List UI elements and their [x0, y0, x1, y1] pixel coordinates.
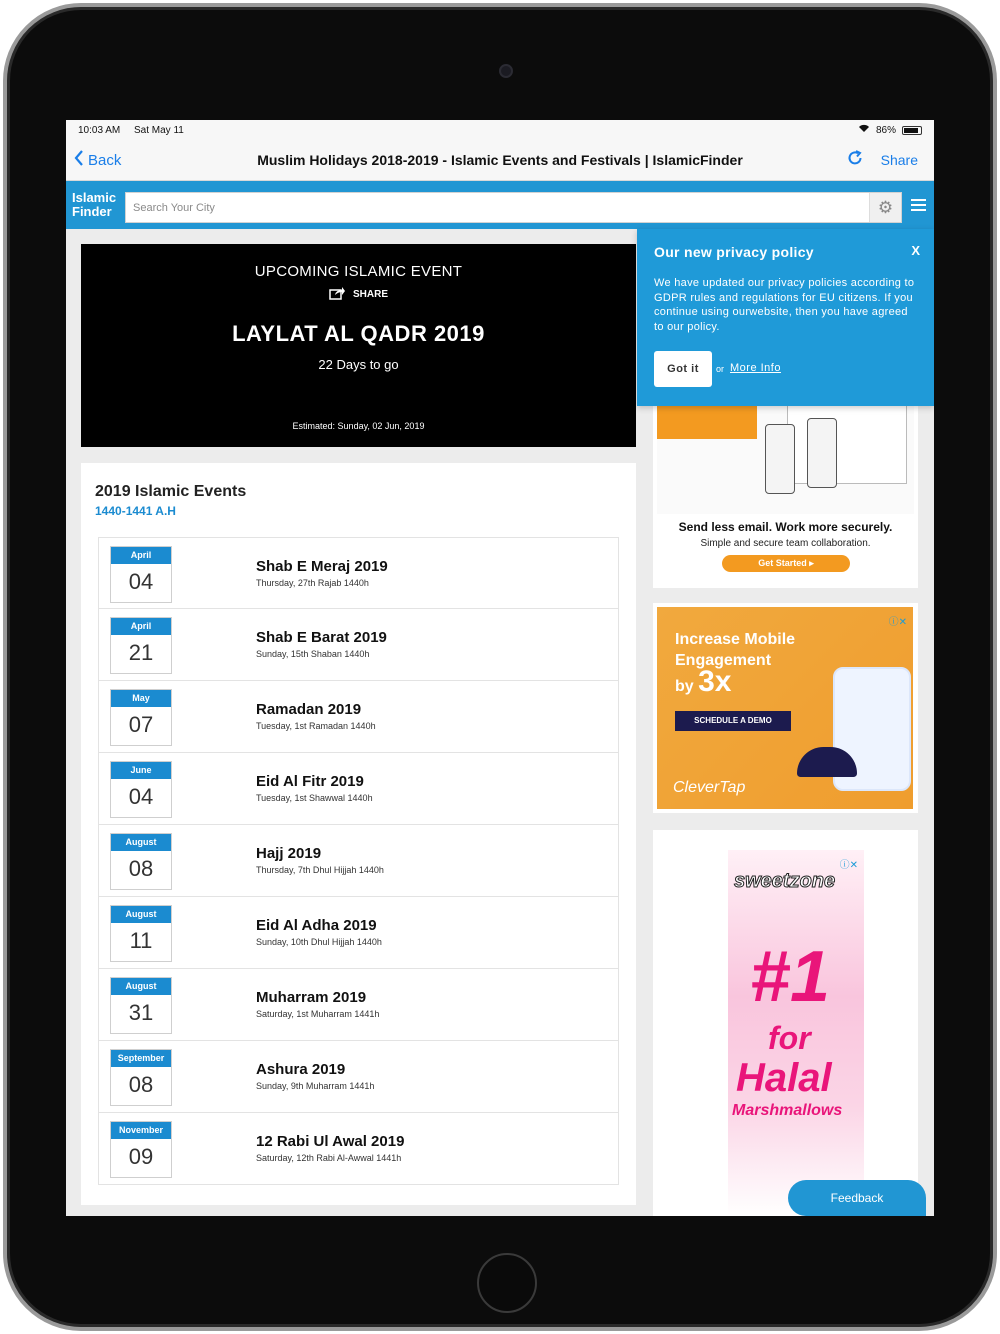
hero-share-button[interactable] — [81, 286, 636, 303]
wifi-icon — [858, 124, 870, 136]
calendar-day: 09 — [128, 1144, 154, 1169]
calendar-month: April — [111, 547, 171, 564]
calendar-day: 08 — [128, 856, 154, 881]
calendar-badge — [110, 689, 172, 746]
calendar-badge — [110, 833, 172, 890]
ad-sweetzone-halal: Halal — [736, 1056, 832, 1100]
event-list — [98, 537, 619, 1185]
chevron-left-icon — [74, 150, 84, 170]
calendar-badge — [110, 905, 172, 962]
privacy-close-button[interactable]: X — [911, 243, 920, 258]
hero-estimated-date: Estimated: Sunday, 02 Jun, 2019 — [292, 421, 425, 431]
calendar-month: August — [111, 906, 171, 923]
reload-icon[interactable] — [846, 149, 864, 172]
page-title: Muslim Holidays 2018-2019 - Islamic Events and Festivals | IslamicFinder — [257, 152, 743, 168]
nav-bar — [66, 140, 934, 181]
feedback-button[interactable]: Feedback — [788, 1180, 926, 1216]
screen — [66, 120, 934, 1216]
ad-wickr-headline: Send less email. Work more securely. — [678, 520, 893, 534]
hero-kicker: UPCOMING ISLAMIC EVENT — [254, 263, 463, 280]
calendar-month: September — [111, 1050, 171, 1067]
home-button[interactable] — [477, 1253, 537, 1313]
calendar-badge — [110, 761, 172, 818]
adchoices-icon[interactable]: ⓘ✕ — [839, 860, 858, 871]
event-hijri-date: Sunday, 10th Dhul Hijjah 1440h — [256, 937, 382, 947]
hamburger-menu-icon[interactable] — [911, 199, 926, 214]
logo[interactable] — [72, 191, 116, 219]
calendar-month: November — [111, 1122, 171, 1139]
privacy-title: Our new privacy policy — [654, 244, 814, 260]
event-row[interactable] — [98, 1113, 619, 1185]
status-date: Sat May 11 — [134, 125, 184, 136]
adchoices-icon[interactable]: ⓘ✕ — [888, 617, 907, 628]
event-name[interactable]: Eid Al Adha 2019 — [256, 917, 377, 934]
battery-percent: 86% — [875, 124, 896, 136]
ad-clevertap-brand: CleverTap — [673, 779, 746, 796]
calendar-month: April — [111, 618, 171, 635]
calendar-month: August — [111, 834, 171, 851]
ad-wickr-phone-illustration — [765, 424, 795, 494]
hero-event-title: LAYLAT AL QADR 2019 — [232, 321, 485, 346]
event-name[interactable]: Ramadan 2019 — [256, 701, 362, 718]
event-row[interactable] — [98, 897, 619, 969]
share-button[interactable]: Share — [880, 152, 918, 168]
ad-sweetzone-brand: sweetzone — [734, 870, 836, 892]
battery-icon — [902, 126, 922, 135]
event-row[interactable] — [98, 537, 619, 609]
event-name[interactable]: Hajj 2019 — [256, 845, 322, 862]
ad-clevertap-line3 — [675, 665, 825, 698]
event-row[interactable] — [98, 1041, 619, 1113]
event-hijri-date: Sunday, 15th Shaban 1440h — [256, 649, 370, 659]
ad-clevertap-headline — [675, 629, 825, 697]
calendar-day: 21 — [128, 640, 154, 665]
ad-wickr[interactable] — [653, 404, 918, 588]
ad-wickr-cta[interactable]: Get Started ▸ — [722, 555, 850, 572]
calendar-badge — [110, 1121, 172, 1178]
event-name[interactable]: Shab E Meraj 2019 — [256, 558, 388, 575]
event-row[interactable] — [98, 969, 619, 1041]
more-info-link[interactable]: More Info — [730, 362, 781, 374]
event-hijri-date: Saturday, 1st Muharram 1441h — [256, 1009, 380, 1019]
got-it-button[interactable]: Got it — [654, 351, 712, 387]
back-button[interactable] — [74, 150, 121, 170]
event-name[interactable]: Eid Al Fitr 2019 — [256, 773, 364, 790]
calendar-day: 07 — [128, 712, 154, 737]
ad-sweetzone-marshmallows: Marshmallows — [732, 1102, 843, 1119]
ad-clevertap-creative — [657, 607, 913, 809]
ad-wickr-laptop-illustration — [787, 404, 907, 484]
ad-sweetzone[interactable] — [653, 830, 918, 1216]
ad-sweetzone-number: #1 — [750, 937, 831, 1017]
hero-share-label: SHARE — [352, 289, 388, 300]
ad-sweetzone-for: for — [768, 1020, 811, 1056]
events-hijri-range: 1440-1441 A.H — [95, 504, 176, 518]
event-name[interactable]: Ashura 2019 — [256, 1061, 346, 1078]
calendar-month: June — [111, 762, 171, 779]
event-row[interactable] — [98, 825, 619, 897]
gear-icon[interactable]: ⚙ — [869, 193, 901, 222]
event-name[interactable]: Shab E Barat 2019 — [256, 629, 387, 646]
share-icon — [329, 286, 345, 303]
status-time: 10:03 AM — [78, 125, 121, 136]
ad-clevertap-multiplier: 3x — [698, 665, 732, 698]
logo-line2: Finder — [72, 204, 112, 219]
ad-wickr-band — [657, 404, 757, 439]
status-right — [858, 124, 922, 136]
privacy-body: We have updated our privacy policies according to GDPR rules and regulations for EU citizens. If you continue using ourwebsite, then you have agreed to our policy. — [654, 277, 915, 333]
event-hijri-date: Tuesday, 1st Ramadan 1440h — [256, 721, 376, 731]
event-row[interactable] — [98, 681, 619, 753]
event-row[interactable] — [98, 753, 619, 825]
ad-wickr-phone-illustration — [807, 418, 837, 488]
event-hijri-date: Thursday, 27th Rajab 1440h — [256, 578, 369, 588]
calendar-month: August — [111, 978, 171, 995]
calendar-month: May — [111, 690, 171, 707]
search-box — [125, 192, 902, 223]
site-header — [66, 181, 934, 229]
search-input[interactable] — [126, 193, 866, 222]
ad-wickr-image — [657, 404, 914, 514]
status-bar — [66, 120, 934, 140]
ad-clevertap-line2: Engagement — [675, 652, 772, 669]
calendar-badge — [110, 617, 172, 674]
events-panel — [81, 463, 636, 1205]
camera — [499, 64, 513, 78]
ad-clevertap-line1: Increase Mobile — [675, 631, 796, 648]
event-row[interactable] — [98, 609, 619, 681]
event-hijri-date: Thursday, 7th Dhul Hijjah 1440h — [256, 865, 384, 875]
calendar-day: 31 — [128, 1000, 154, 1025]
event-name[interactable]: Muharram 2019 — [256, 989, 367, 1006]
calendar-badge — [110, 977, 172, 1034]
hero-countdown: 22 Days to go — [318, 357, 399, 372]
privacy-or: or — [716, 364, 725, 374]
event-hijri-date: Saturday, 12th Rabi Al-Awwal 1441h — [256, 1153, 402, 1163]
ad-clevertap-cta[interactable]: SCHEDULE A DEMO — [675, 711, 791, 731]
calendar-day: 08 — [128, 1072, 154, 1097]
events-title: 2019 Islamic Events — [95, 483, 247, 500]
logo-line1: Islamic — [72, 190, 117, 205]
privacy-popup — [637, 229, 934, 406]
ad-clevertap-by: by — [675, 678, 694, 695]
event-name[interactable]: 12 Rabi Ul Awal 2019 — [256, 1133, 405, 1150]
calendar-badge — [110, 546, 172, 603]
calendar-day: 11 — [129, 928, 153, 953]
ad-sweetzone-creative — [728, 850, 864, 1216]
ad-wickr-subtext: Simple and secure team collaboration. — [700, 538, 871, 549]
calendar-badge — [110, 1049, 172, 1106]
upcoming-event-banner — [81, 244, 636, 447]
event-hijri-date: Sunday, 9th Muharram 1441h — [256, 1081, 375, 1091]
event-hijri-date: Tuesday, 1st Shawwal 1440h — [256, 793, 373, 803]
calendar-day: 04 — [128, 784, 154, 809]
calendar-day: 04 — [128, 569, 154, 594]
back-label: Back — [88, 151, 122, 169]
ad-clevertap[interactable] — [653, 603, 918, 813]
